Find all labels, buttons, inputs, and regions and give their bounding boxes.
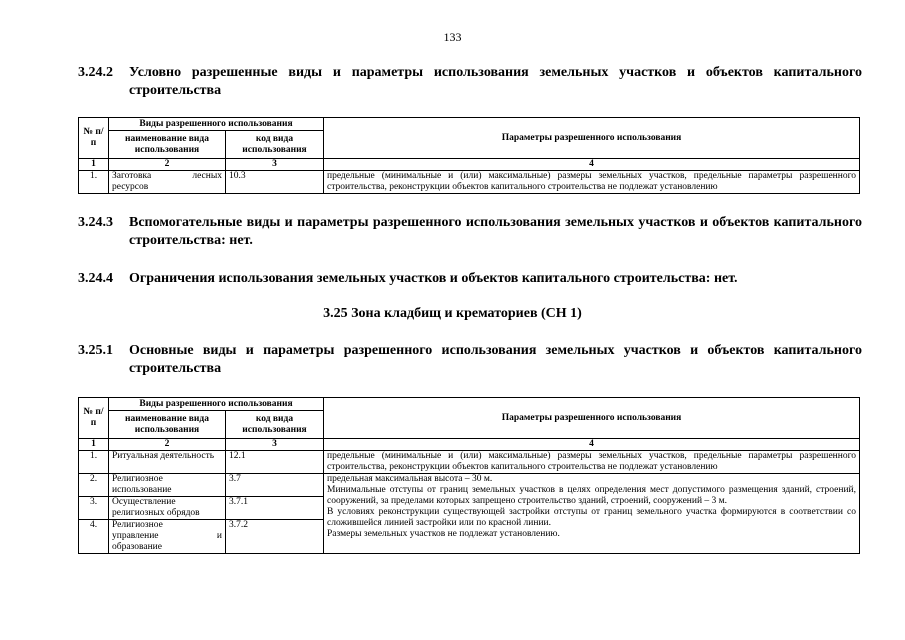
header-kinds: Виды разрешенного использования — [109, 118, 324, 131]
row-code: 10.3 — [226, 171, 324, 194]
header-params: Параметры разрешенного использования — [324, 398, 860, 439]
row-code: 3.7.1 — [226, 497, 324, 520]
row-num: 3. — [79, 497, 109, 520]
section-title: Вспомогательные виды и параметры разрешенного использования земельных участков и объектов капитального строительства: нет. — [129, 215, 862, 248]
params-paragraph: Минимальные отступы от границ земельных участков в целях определения мест допустимого размещения зданий, строений, сооружений, за пределами которых запрещено строительство зданий, строений, сооружений – 3 м. — [327, 485, 856, 506]
header-num: № п/п — [79, 118, 109, 159]
section-3-24-2 — [78, 64, 862, 100]
table-conditional-uses — [78, 117, 860, 194]
section-number: 3.24.4 — [78, 271, 113, 286]
section-3-24-3 — [78, 214, 862, 250]
params-paragraph: Размеры земельных участков не подлежат установлению. — [327, 529, 560, 539]
row-params: предельные (минимальные и (или) максимальные) размеры земельных участков, предельные параметры разрешенного строительства, реконструкции объектов капитального строительства не подлежат установлению — [324, 451, 860, 474]
table-row — [79, 474, 860, 497]
header-num: № п/п — [79, 398, 109, 439]
col-index-4: 4 — [324, 159, 860, 171]
row-code: 3.7.2 — [226, 520, 324, 554]
row-name: Ритуальная деятельность — [109, 451, 226, 474]
row-name: Религиозное использование — [109, 474, 226, 497]
row-name: Осуществление религиозных обрядов — [109, 497, 226, 520]
section-title: Основные виды и параметры разрешенного использования земельных участков и объектов капитального строительства — [129, 343, 862, 376]
table-main-uses — [78, 397, 860, 554]
zone-heading: 3.25 Зона кладбищ и крематориев (СН 1) — [323, 306, 582, 321]
row-params: предельные (минимальные и (или) максимальные) размеры земельных участков, предельные параметры разрешенного строительства, реконструкции объектов капитального строительства не подлежат установлению — [324, 171, 860, 194]
row-num: 2. — [79, 474, 109, 497]
col-index-4: 4 — [324, 439, 860, 451]
row-num: 1. — [79, 171, 109, 194]
col-index-1: 1 — [79, 159, 109, 171]
col-index-3: 3 — [226, 159, 324, 171]
col-index-2: 2 — [109, 159, 226, 171]
row-code: 12.1 — [226, 451, 324, 474]
row-num: 4. — [79, 520, 109, 554]
section-title: Ограничения использования земельных участков и объектов капитального строительства: нет. — [129, 271, 738, 286]
section-number: 3.24.3 — [78, 215, 113, 230]
section-number: 3.24.2 — [78, 65, 113, 80]
section-3-25-1 — [78, 342, 862, 378]
col-index-2: 2 — [109, 439, 226, 451]
page-number: 133 — [443, 30, 462, 44]
header-code: код вида использования — [226, 411, 324, 439]
col-index-3: 3 — [226, 439, 324, 451]
row-name: Заготовка лесных ресурсов — [109, 171, 226, 194]
row-name: Религиозное управление и образование — [109, 520, 226, 554]
params-paragraph: В условиях реконструкции существующей застройки отступы от границ земельного участка формируются в соответствии со сложившейся линией застройки или по красной линии. — [327, 507, 856, 528]
header-name: наименование вида использования — [109, 131, 226, 159]
row-params-shared — [324, 474, 860, 554]
row-code: 3.7 — [226, 474, 324, 497]
header-kinds: Виды разрешенного использования — [109, 398, 324, 411]
section-3-24-4 — [78, 270, 862, 288]
col-index-1: 1 — [79, 439, 109, 451]
header-code: код вида использования — [226, 131, 324, 159]
header-name: наименование вида использования — [109, 411, 226, 439]
table-row — [79, 171, 860, 194]
section-title: Условно разрешенные виды и параметры использования земельных участков и объектов капитального строительства — [129, 65, 862, 98]
params-paragraph: предельная максимальная высота – 30 м. — [327, 474, 493, 484]
table-row — [79, 451, 860, 474]
row-num: 1. — [79, 451, 109, 474]
section-number: 3.25.1 — [78, 343, 113, 358]
header-params: Параметры разрешенного использования — [324, 118, 860, 159]
